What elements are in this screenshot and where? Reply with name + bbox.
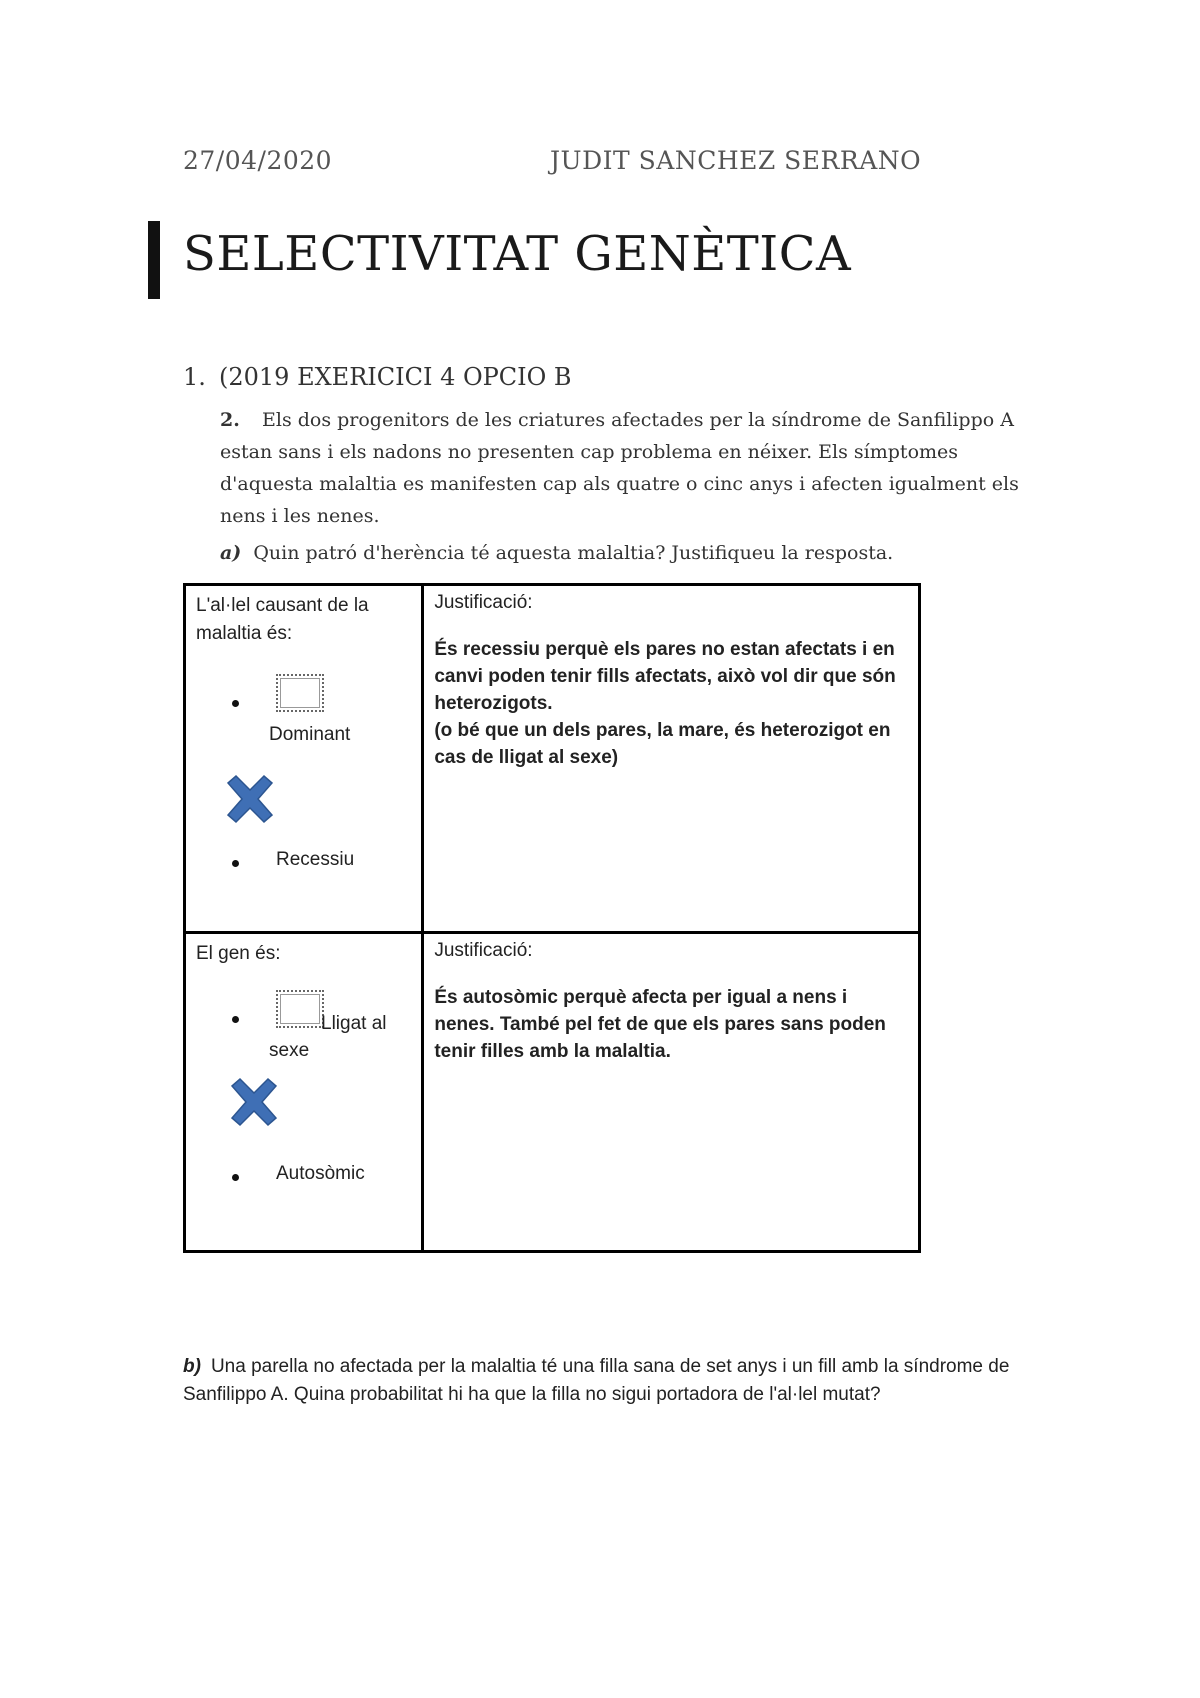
exercise-number: 1. [183, 363, 206, 391]
allele-cell [185, 585, 423, 933]
part-a-text: Quin patró d'herència té aquesta malaltia? Justifiqueu la resposta. [253, 542, 894, 564]
part-a-label: a) [220, 542, 242, 564]
gene-label: El gen és: [196, 943, 281, 964]
allele-label: L'al·lel causant de la malaltia és: [196, 595, 369, 644]
question-text: Els dos progenitors de les criatures afectades per la síndrome de Sanfilippo A estan sans i els nadons no presenten cap problema en néixer. Els símptomes d'aquesta malaltia es manifesten cap als quatre o cinc anys i afecten igualment els nens i les nenes. [220, 409, 1019, 527]
option-sex-linked: Lligat al sexe [269, 1013, 387, 1061]
part-a-question [220, 542, 893, 564]
header-author: JUDIT SANCHEZ SERRANO [550, 146, 922, 175]
justification-label: Justificació: [434, 940, 533, 961]
justification-text: És recessiu perquè els pares no estan afectats i en canvi poden tenir fills afectats, això vol dir que són heterozigots. [434, 639, 896, 714]
x-mark-icon [222, 773, 278, 825]
table-row [185, 933, 920, 1252]
page-title: SELECTIVITAT GENÈTICA [183, 226, 852, 282]
header-date: 27/04/2020 [183, 146, 333, 175]
justification-label: Justificació: [434, 592, 533, 613]
option-recessive: Recessiu [276, 849, 355, 870]
option-autosomal: Autosòmic [276, 1163, 365, 1184]
gene-cell [185, 933, 423, 1252]
question-paragraph [220, 404, 1030, 532]
justification-text: És autosòmic perquè afecta per igual a nens i nenes. També pel fet de que els pares sans poden tenir filles amb la malaltia. [434, 987, 886, 1062]
exercise-heading-text: (2019 EXERICICI 4 OPCIO B [219, 363, 572, 391]
table-row [185, 585, 920, 933]
justification-cell-2 [423, 933, 920, 1252]
title-accent-bar [148, 221, 160, 299]
checkbox-empty-icon[interactable] [276, 674, 324, 712]
question-number: 2. [220, 409, 240, 431]
bullet-icon [232, 1174, 239, 1181]
x-mark-icon [226, 1076, 282, 1128]
exercise-heading [183, 363, 572, 391]
answer-table [183, 583, 921, 1253]
option-dominant: Dominant [269, 724, 351, 745]
justification-extra: (o bé que un dels pares, la mare, és heterozigot en cas de lligat al sexe) [434, 720, 891, 768]
justification-cell-1 [423, 585, 920, 933]
part-b-question [183, 1353, 1043, 1409]
part-b-text: Una parella no afectada per la malaltia té una filla sana de set anys i un fill amb la síndrome de Sanfilippo A. Quina probabilitat hi ha que la filla no sigui portadora de l'al·lel mutat? [183, 1356, 1010, 1405]
bullet-icon [232, 860, 239, 867]
part-b-label: b) [183, 1356, 201, 1377]
bullet-icon [232, 1016, 239, 1023]
bullet-icon [232, 700, 239, 707]
